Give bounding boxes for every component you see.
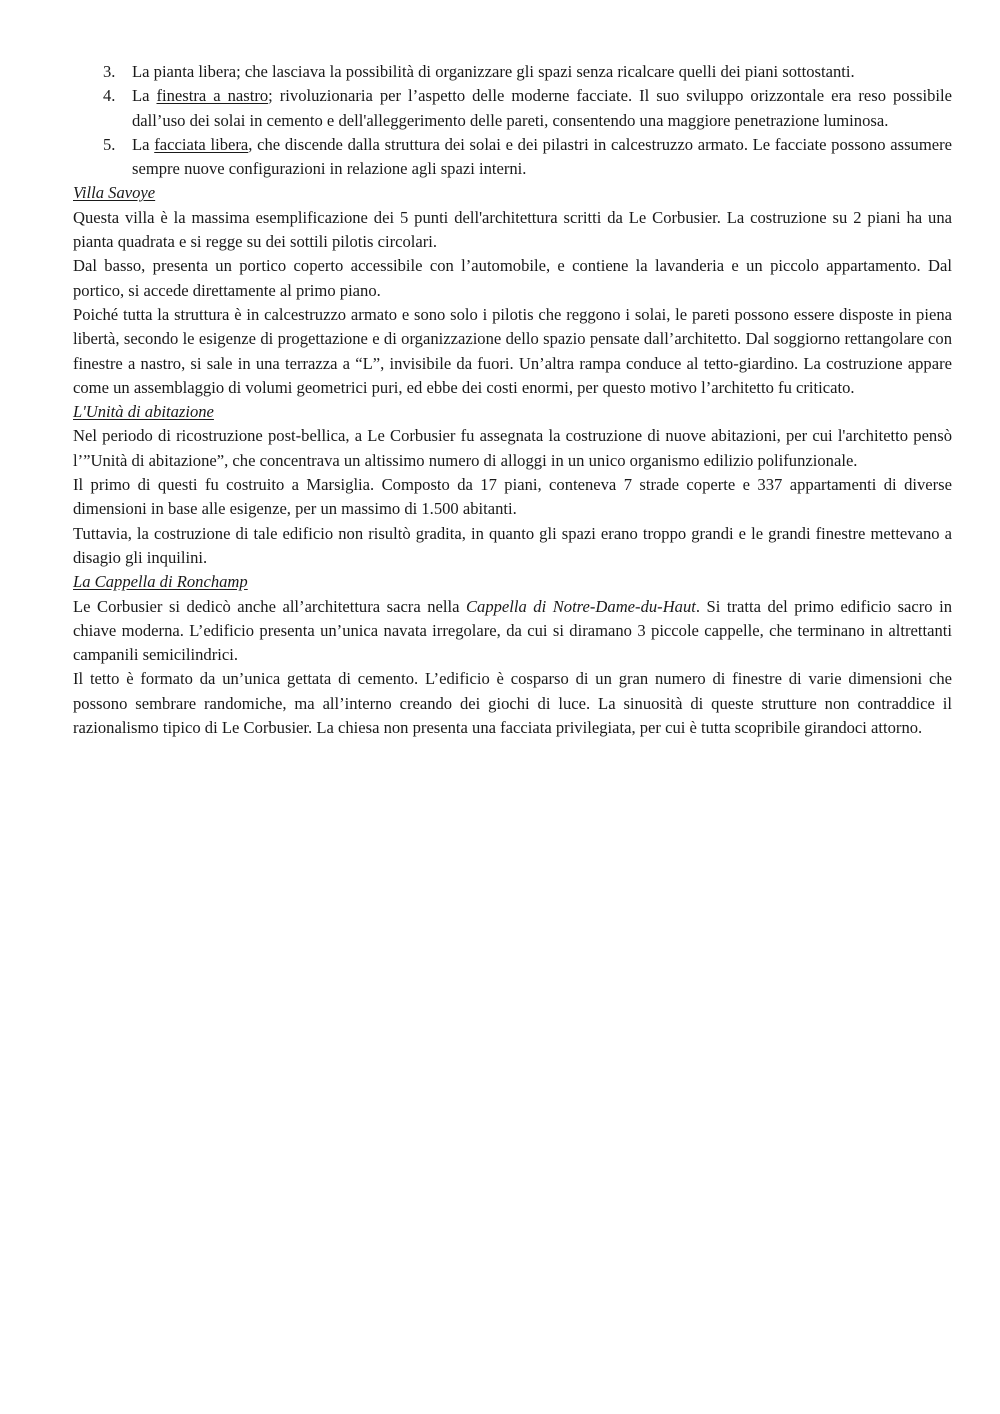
list-item-text: ; che lasciava la possibilità di organizzare gli spazi senza ricalcare quelli dei piani sottostanti. <box>236 62 855 81</box>
list-item-pre: La <box>132 86 157 106</box>
section-heading-villa-savoye: Villa Savoye <box>73 183 156 203</box>
paragraph: Dal basso, presenta un portico coperto accessibile con l’automobile, e contiene la lavanderia e un piccolo appartamento. Dal portico, si accede direttamente al primo piano. <box>73 256 952 300</box>
list-number: 5. <box>103 134 116 154</box>
underlined-term: finestra a nastro <box>156 86 269 106</box>
document-page <box>73 60 952 740</box>
list-item-pre: La <box>132 134 155 154</box>
underlined-term: facciata libera <box>154 134 249 154</box>
list-item-lead: La pianta libera <box>132 62 237 81</box>
list-item-text: ; rivoluzionaria per l’aspetto delle moderne facciate. Il suo sviluppo orizzontale era reso possibile dall’uso dei solai in cemento e dell'alleggerimento delle pareti, consentendo una maggiore penetrazione luminosa. <box>132 86 952 130</box>
paragraph: Poiché tutta la struttura è in calcestruzzo armato e sono solo i pilotis che reggono i solai, le pareti possono essere disposte in piena libertà, secondo le esigenze di progettazione e di organizzazione dello spazio pensate dall’architetto. Dal soggiorno rettangolare con finestre a nastro, si sale in una terrazza a “L”, invisibile da fuori. Un’altra rampa conduce al tetto-giardino. La costruzione appare come un assemblaggio di volumi geometrici puri, ed ebbe dei costi enormi, per questo motivo l’architetto fu criticato. <box>73 304 952 397</box>
paragraph: Nel periodo di ricostruzione post-bellica, a Le Corbusier fu assegnata la costruzione di nuove abitazioni, per cui l'architetto pensò l’”Unità di abitazione”, che concentrava un altissimo numero di alloggi in un unico organismo edilizio polifunzionale. <box>73 426 952 470</box>
list-item <box>73 60 952 84</box>
paragraph-text: . Si tratta del primo edificio sacro in chiave moderna. L’edificio presenta un’unica navata irregolare, da cui si diramano 3 piccole cappelle, che terminano in altrettanti campanili semicilindrici. <box>73 596 953 665</box>
list-item <box>73 133 952 182</box>
list-number: 3. <box>103 62 116 81</box>
list-item-text: , che discende dalla struttura dei solai e dei pilastri in calcestruzzo armato. Le facciate possono assumere sempre nuove configurazioni in relazione agli spazi interni. <box>132 134 952 179</box>
section-heading-unita-abitazione: L'Unità di abitazione <box>73 402 214 422</box>
italic-title: Cappella di Notre-Dame-du-Haut <box>465 596 696 616</box>
list-number: 4. <box>103 86 116 106</box>
five-points-list <box>73 60 952 181</box>
paragraph: Questa villa è la massima esemplificazione dei 5 punti dell'architettura scritti da Le Corbusier. La costruzione su 2 piani ha una pianta quadrata e si regge su dei sottili pilotis circolari. <box>73 207 952 252</box>
paragraph: Il primo di questi fu costruito a Marsiglia. Composto da 17 piani, conteneva 7 strade coperte e 337 appartamenti di diverse dimensioni in base alle esigenze, per un massimo di 1.500 abitanti. <box>73 475 952 519</box>
paragraph-text: Le Corbusier si dedicò anche all’architettura sacra nella <box>73 596 466 616</box>
paragraph <box>73 595 952 668</box>
paragraph: Tuttavia, la costruzione di tale edificio non risultò gradita, in quanto gli spazi erano troppo grandi e le grandi finestre mettevano a disagio gli inquilini. <box>73 523 952 567</box>
list-item <box>73 84 952 133</box>
paragraph: Il tetto è formato da un’unica gettata di cemento. L’edificio è cosparso di un gran numero di finestre di varie dimensioni che possono sembrare randomiche, ma all’interno creando dei giochi di luce. La sinuosità di queste strutture non contraddice il razionalismo tipico di Le Corbusier. La chiesa non presenta una facciata privilegiata, per cui è tutta scopribile girandoci attorno. <box>73 669 952 738</box>
section-heading-cappella-ronchamp: La Cappella di Ronchamp <box>73 572 248 592</box>
